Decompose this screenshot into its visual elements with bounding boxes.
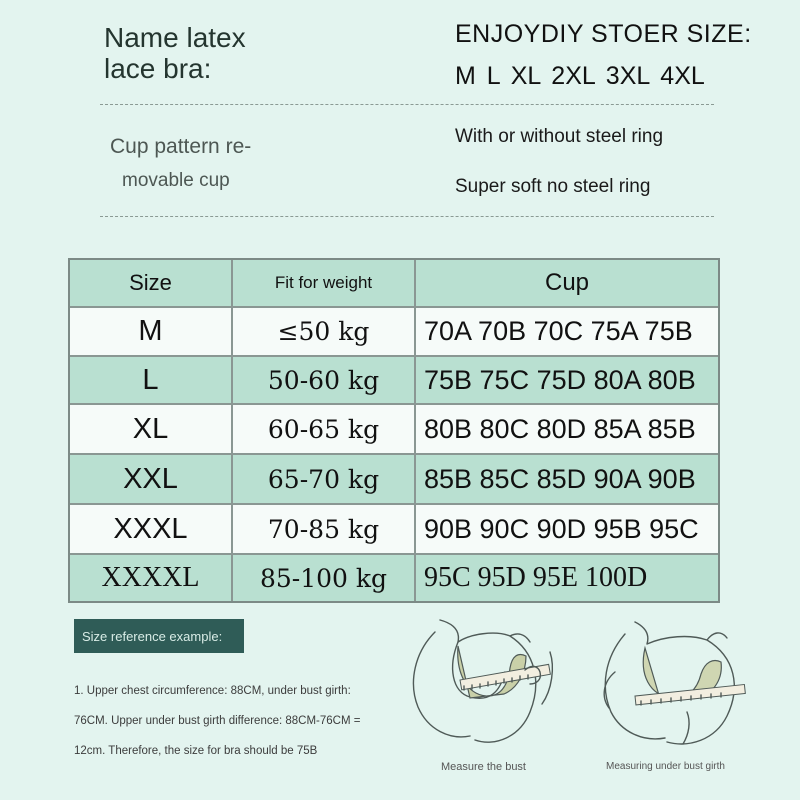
table-row bbox=[70, 357, 718, 405]
cup-cell: 85B 85C 85D 90A 90B bbox=[416, 455, 718, 505]
product-name-line2: lace bra: bbox=[104, 53, 212, 84]
reference-line-1: 1. Upper chest circumference: 88CM, under bust girth: bbox=[74, 685, 351, 697]
weight-cell: 50-60 kg bbox=[233, 357, 416, 405]
store-size-list: M L XL 2XL 3XL 4XL bbox=[455, 62, 705, 90]
divider-top bbox=[100, 104, 714, 105]
header-size: Size bbox=[70, 260, 233, 308]
measure-underbust-caption: Measuring under bust girth bbox=[606, 761, 725, 772]
size-cell: L bbox=[70, 357, 233, 405]
size-cell: XL bbox=[70, 405, 233, 455]
size-cell: M bbox=[70, 308, 233, 357]
ring-option-2: Super soft no steel ring bbox=[455, 176, 651, 197]
size-cell: XXXL bbox=[70, 505, 233, 555]
table-row bbox=[70, 505, 718, 555]
size-table bbox=[68, 258, 720, 603]
product-name bbox=[104, 22, 246, 84]
store-size-title: ENJOYDIY STOER SIZE: bbox=[455, 20, 752, 48]
table-row bbox=[70, 405, 718, 455]
cup-cell: 90B 90C 90D 95B 95C bbox=[416, 505, 718, 555]
measure-bust-illustration bbox=[400, 612, 570, 762]
header-cup: Cup bbox=[416, 260, 718, 308]
weight-cell: 60-65 kg bbox=[233, 405, 416, 455]
cup-description-line1: Cup pattern re- bbox=[110, 135, 252, 158]
divider-bottom bbox=[100, 216, 714, 217]
size-cell: XXXXL bbox=[70, 555, 233, 601]
weight-cell: 85-100 kg bbox=[233, 555, 416, 601]
weight-cell: ≤50 kg bbox=[233, 308, 416, 357]
weight-cell: 70-85 kg bbox=[233, 505, 416, 555]
cup-cell: 70A 70B 70C 75A 75B bbox=[416, 308, 718, 357]
weight-cell: 65-70 kg bbox=[233, 455, 416, 505]
product-name-line1: Name latex bbox=[104, 22, 246, 53]
cup-cell: 80B 80C 80D 85A 85B bbox=[416, 405, 718, 455]
cup-cell: 95C 95D 95E 100D bbox=[416, 555, 718, 601]
reference-line-3: 12cm. Therefore, the size for bra should be 75B bbox=[74, 745, 318, 757]
table-row bbox=[70, 308, 718, 357]
reference-line-2: 76CM. Upper under bust girth difference: 88CM-76CM = bbox=[74, 715, 361, 727]
size-reference-text bbox=[74, 676, 394, 766]
header-weight: Fit for weight bbox=[233, 260, 416, 308]
measure-bust-caption: Measure the bust bbox=[441, 761, 526, 773]
measure-underbust-illustration bbox=[595, 612, 765, 762]
table-row bbox=[70, 455, 718, 505]
table-row bbox=[70, 555, 718, 601]
cup-description bbox=[110, 130, 251, 198]
cup-description-line2: movable cup bbox=[122, 170, 230, 191]
table-header-row bbox=[70, 260, 718, 308]
ring-option-1: With or without steel ring bbox=[455, 126, 664, 147]
size-reference-badge: Size reference example: bbox=[74, 619, 244, 653]
cup-cell: 75B 75C 75D 80A 80B bbox=[416, 357, 718, 405]
size-cell: XXL bbox=[70, 455, 233, 505]
